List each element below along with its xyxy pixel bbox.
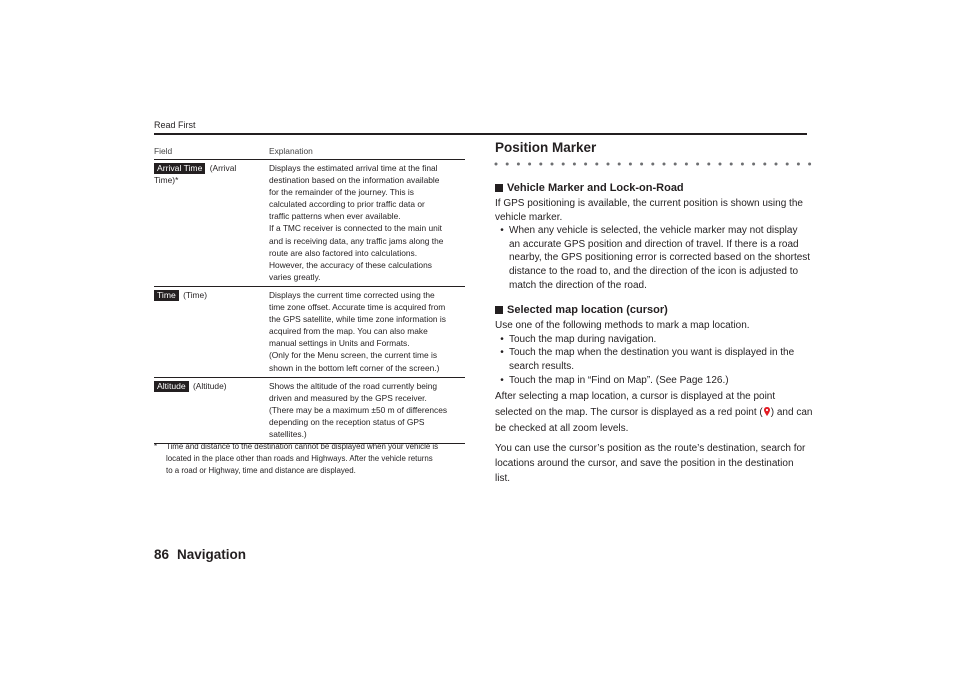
explanation-line: time zone offset. Accurate time is acquired from: [269, 302, 446, 313]
field-rest: (Altitude): [190, 380, 227, 391]
explanation-line: If a TMC receiver is connected to the main unit: [269, 223, 443, 234]
field-cell: [154, 380, 269, 440]
divider-dot: [797, 163, 800, 166]
time-tag: Time: [154, 290, 179, 301]
bullet-dot-icon: •: [500, 347, 504, 359]
divider-dot: [808, 163, 811, 166]
explanation-line: acquired from the map. You can also make: [269, 326, 428, 337]
explanation-line: (There may be a maximum ±50 m of differences: [269, 404, 448, 415]
table-row: [154, 378, 465, 444]
table-row: [154, 287, 465, 378]
arrival-time-tag: Arrival Time: [154, 163, 205, 174]
list-item: [495, 346, 811, 373]
section-title: Position Marker: [495, 140, 597, 155]
altitude-tag: Altitude: [154, 381, 189, 392]
page-footer: [154, 547, 254, 562]
explanation-line: for the remainder of the journey. This is: [269, 187, 414, 198]
after-selection-line: be checked at all zoom levels.: [495, 423, 629, 435]
explanation-cell: [269, 380, 465, 440]
field-table: [154, 145, 465, 444]
divider-dot: [640, 163, 643, 166]
divider-dot: [719, 163, 722, 166]
list-item-text: Touch the map when the destination you want is displayed in the search results.: [509, 347, 795, 372]
table-header: [154, 145, 465, 157]
divider-dot: [629, 163, 632, 166]
divider-dot: [741, 163, 744, 166]
subheading-selected-location: [495, 304, 811, 316]
divider-dot: [763, 163, 766, 166]
dotted-divider: [494, 161, 812, 167]
subheading-text: Selected map location (cursor): [507, 304, 668, 317]
divider-dot: [506, 163, 509, 166]
field-rest: (Arrival: [207, 163, 237, 173]
field-rest: (Time): [180, 289, 207, 300]
list-item-text: Touch the map in “Find on Map”. (See Page 126.): [509, 374, 729, 386]
explanation-line: Shows the altitude of the road currently being: [269, 380, 438, 391]
divider-dot: [752, 163, 755, 166]
footnote-line: located in the place other than roads and Highways. After the vehicle returns: [166, 454, 433, 463]
red-point-icon: [764, 406, 770, 415]
footnote: [154, 441, 468, 477]
explanation-line: the GPS satellite, while time zone information is: [269, 314, 446, 325]
header-rule: [154, 133, 807, 135]
divider-dot: [573, 163, 576, 166]
divider-dot: [517, 163, 520, 166]
col-field-header: Field: [154, 146, 173, 156]
divider-dot: [730, 163, 733, 166]
explanation-line: (Only for the Menu screen, the current time is: [269, 350, 438, 361]
vehicle-marker-intro: If GPS positioning is available, the current position is shown using the vehicle marker.: [495, 198, 803, 223]
square-bullet-icon: [495, 306, 503, 314]
divider-dot: [685, 163, 688, 166]
divider-dot: [551, 163, 554, 166]
explanation-line: calculated according to prior traffic data or: [269, 199, 425, 210]
list-item: [495, 333, 811, 347]
bullet-dot-icon: •: [500, 374, 504, 386]
explanation-line: satellites.): [269, 428, 307, 439]
field-cell: [154, 289, 269, 374]
explanation-cell: [269, 162, 465, 283]
square-bullet-icon: [495, 184, 503, 192]
after-selection-text: selected on the map. The cursor is displayed as a red point (: [495, 407, 763, 419]
explanation-line: route are also factored into calculations.: [269, 247, 418, 258]
after-selection-text: ) and can: [770, 407, 813, 419]
footnote-line: to a road or Highway, time and distance are displayed.: [166, 466, 356, 475]
divider-dot: [607, 163, 610, 166]
divider-dot: [495, 163, 498, 166]
footnote-mark: *: [154, 442, 158, 451]
divider-dot: [651, 163, 654, 166]
explanation-line: varies greatly.: [269, 271, 321, 282]
explanation-line: destination based on the information available: [269, 175, 440, 186]
explanation-line: Displays the estimated arrival time at the final: [269, 163, 438, 173]
divider-dot: [775, 163, 778, 166]
selected-location-intro: Use one of the following methods to mark a map location.: [495, 320, 750, 332]
bullet-dot-icon: •: [500, 333, 504, 345]
divider-dot: [528, 163, 531, 166]
bullet-dot-icon: •: [500, 225, 504, 237]
footnote-line: Time and distance to the destination cannot be displayed when your vehicle is: [166, 442, 439, 451]
divider-dot: [696, 163, 699, 166]
explanation-line: traffic patterns when ever available.: [269, 211, 401, 222]
after-selection-line: After selecting a map location, a cursor is displayed at the point: [495, 391, 776, 403]
list-item: [495, 224, 811, 292]
explanation-line: depending on the reception status of GPS: [269, 416, 425, 427]
divider-dot: [618, 163, 621, 166]
col-explanation-header: Explanation: [269, 146, 313, 156]
page-number: 86: [154, 547, 170, 562]
list-item: [495, 374, 811, 388]
field-rest-2: Time)*: [154, 175, 179, 185]
divider-dot: [595, 163, 598, 166]
divider-dot: [674, 163, 677, 166]
subheading-text: Vehicle Marker and Lock-on-Road: [507, 182, 684, 194]
explanation-line: driven and measured by the GPS receiver.: [269, 392, 427, 403]
divider-dot: [707, 163, 710, 166]
explanation-line: and is receiving data, any traffic jams along the: [269, 235, 444, 246]
divider-dot: [584, 163, 587, 166]
divider-dot: [663, 163, 666, 166]
position-marker-section: [495, 140, 811, 486]
divider-dot: [562, 163, 565, 166]
header-label: Read First: [154, 120, 196, 130]
field-cell: [154, 162, 269, 283]
explanation-line: manual settings in Units and Formats.: [269, 338, 410, 349]
final-paragraph: You can use the cursor’s position as the route’s destination, search for locations around the cursor, and save the position in the destination list.: [495, 443, 806, 485]
table-row: [154, 160, 465, 287]
explanation-cell: [269, 289, 465, 374]
divider-dot: [786, 163, 789, 166]
subheading-vehicle-marker: [495, 182, 811, 194]
divider-dot: [539, 163, 542, 166]
list-item-text: Touch the map during navigation.: [509, 333, 657, 345]
footer-section: Navigation: [177, 547, 247, 562]
explanation-line: shown in the bottom left corner of the screen.): [269, 362, 440, 373]
list-item-text: When any vehicle is selected, the vehicle marker may not display an accurate GPS position and direction of travel. If there is a road nearby, the GPS positioning error is corrected based on the shortest distance to the road to, and the direction of the icon is adjusted to match the direction of the road.: [509, 225, 811, 291]
after-selection-line: [495, 405, 811, 421]
explanation-line: Displays the current time corrected using the: [269, 289, 435, 300]
explanation-line: However, the accuracy of these calculations: [269, 259, 432, 270]
